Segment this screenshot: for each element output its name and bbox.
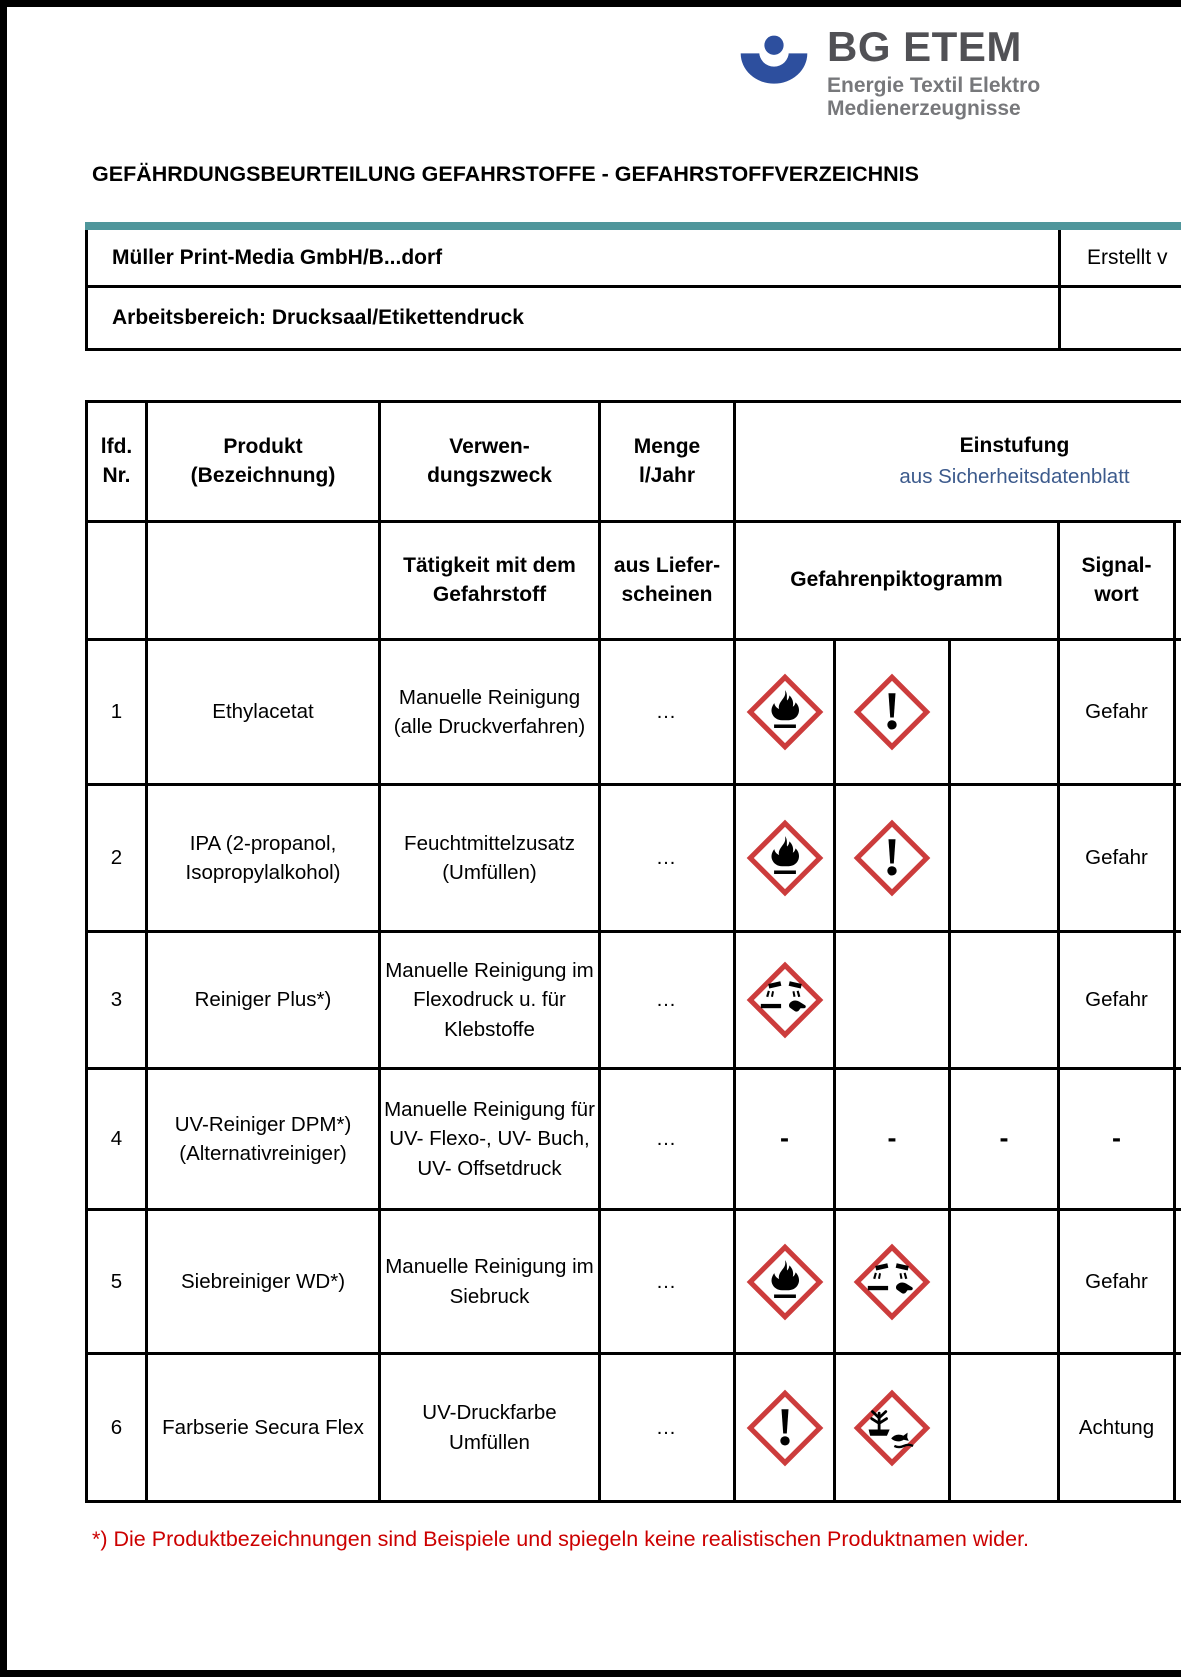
usage-purpose: UV-Druckfarbe Umfüllen [380, 1354, 600, 1502]
col-header-quantity: Menge l/Jahr [600, 402, 735, 522]
header-row-2 [87, 522, 1181, 640]
row-number: 3 [87, 932, 147, 1069]
annual-quantity: … [600, 1069, 735, 1210]
signal-word: Gefahr [1059, 1210, 1175, 1354]
annual-quantity: … [600, 785, 735, 932]
page-border-left [0, 0, 7, 1677]
pictogram-cell [950, 640, 1059, 785]
pictogram-cell [735, 785, 835, 932]
ghs-corrosion-icon [746, 961, 824, 1039]
pictogram-cell [835, 1354, 950, 1502]
row-number: 1 [87, 640, 147, 785]
substance-row [87, 1069, 1181, 1210]
pictogram-cell [950, 1354, 1059, 1502]
pictogram-cell [950, 1210, 1059, 1354]
pictogram-cell [835, 1069, 950, 1210]
ghs-flame-icon [746, 819, 824, 897]
row-number: 6 [87, 1354, 147, 1502]
pictogram-cell [950, 785, 1059, 932]
ghs-exclamation-icon [853, 819, 931, 897]
pictogram-cell [735, 1210, 835, 1354]
annual-quantity: … [600, 1210, 735, 1354]
pictogram-cell [835, 640, 950, 785]
col-header-pictogram: Gefahrenpiktogramm [735, 522, 1059, 640]
info-row-company [85, 230, 1181, 288]
header-row-1 [87, 402, 1181, 522]
page-border-bottom [0, 1670, 1181, 1677]
col-header-product: Produkt (Bezeichnung) [147, 402, 380, 522]
col-header-number: lfd. Nr. [87, 402, 147, 522]
cropped-column-cell [1175, 1210, 1181, 1354]
product-name: UV-Reiniger DPM*) (Alternativreiniger) [147, 1069, 380, 1210]
cropped-column-cell [1175, 1354, 1181, 1502]
col-header-usage: Verwen- dungszweck [380, 402, 600, 522]
cropped-column-cell [1175, 1069, 1181, 1210]
row-number: 4 [87, 1069, 147, 1210]
usage-purpose: Manuelle Reinigung (alle Druckverfahren) [380, 640, 600, 785]
pictogram-cell [735, 640, 835, 785]
substance-row [87, 932, 1181, 1069]
pictogram-cell [835, 932, 950, 1069]
ghs-flame-icon [746, 1243, 824, 1321]
logo [737, 23, 1041, 121]
substance-row [87, 1210, 1181, 1354]
classification-subtitle: aus Sicherheitsdatenblatt [899, 464, 1130, 488]
hazard-substance-table [85, 400, 1181, 1503]
no-pictogram-dash: - [887, 1123, 897, 1153]
product-name: Ethylacetat [147, 640, 380, 785]
col-header-signalword: Signal-wort [1059, 522, 1175, 640]
no-pictogram-dash: - [999, 1123, 1009, 1153]
usage-purpose: Feuchtmittelzusatz (Umfüllen) [380, 785, 600, 932]
signal-word: Gefahr [1059, 640, 1175, 785]
ghs-exclamation-icon [853, 673, 931, 751]
row-number: 2 [87, 785, 147, 932]
pictogram-cell [735, 932, 835, 1069]
bg-etem-logo-icon [737, 26, 811, 94]
teal-divider [85, 222, 1181, 230]
ghs-flame-icon [746, 673, 824, 751]
cropped-column-cell [1175, 932, 1181, 1069]
cropped-column-cell [1175, 640, 1181, 785]
row-number: 5 [87, 1210, 147, 1354]
product-name: Reiniger Plus*) [147, 932, 380, 1069]
signal-word: Gefahr [1059, 785, 1175, 932]
substance-row [87, 785, 1181, 932]
annual-quantity: … [600, 932, 735, 1069]
pictogram-cell [950, 1069, 1059, 1210]
info-row-area [85, 288, 1181, 351]
col-header-classification [735, 402, 1181, 522]
page-border-top [0, 0, 1181, 7]
signal-word [1059, 1069, 1175, 1210]
info-empty-cell [1058, 288, 1181, 348]
subheader-cropped-empty [1175, 522, 1181, 640]
ghs-corrosion-icon [853, 1243, 931, 1321]
pictogram-cell [835, 1210, 950, 1354]
pictogram-cell [950, 932, 1059, 1069]
col-subheader-quantity: aus Liefer-scheinen [600, 522, 735, 640]
footnote: *) Die Produktbezeichnungen sind Beispiele und spiegeln keine realistischen Produktnamen wider. [92, 1527, 1030, 1551]
annual-quantity: … [600, 640, 735, 785]
annual-quantity: … [600, 1354, 735, 1502]
cropped-column-cell [1175, 785, 1181, 932]
classification-title: Einstufung [959, 434, 1070, 458]
company-name: Müller Print-Media GmbH/B...dorf [112, 245, 443, 269]
pictogram-cell [735, 1354, 835, 1502]
signal-word: Gefahr [1059, 932, 1175, 1069]
product-name: Farbserie Secura Flex [147, 1354, 380, 1502]
substance-row [87, 640, 1181, 785]
ghs-environment-icon [853, 1389, 931, 1467]
ghs-exclamation-icon [746, 1389, 824, 1467]
usage-purpose: Manuelle Reinigung im Flexodruck u. für Klebstoffe [380, 932, 600, 1069]
work-area: Arbeitsbereich: Drucksaal/Etikettendruck [112, 306, 524, 329]
page-title: GEFÄHRDUNGSBEURTEILUNG GEFAHRSTOFFE - GEFAHRSTOFFVERZEICHNIS [92, 162, 919, 186]
created-by-label: Erstellt v [1058, 230, 1181, 285]
product-name: IPA (2-propanol, Isopropylalkohol) [147, 785, 380, 932]
logo-subtitle-2: Medienerzeugnisse [827, 97, 1021, 121]
col-subheader-activity: Tätigkeit mit dem Gefahrstoff [380, 522, 600, 640]
no-pictogram-dash: - [780, 1123, 789, 1153]
usage-purpose: Manuelle Reinigung im Siebruck [380, 1210, 600, 1354]
product-name: Siebreiniger WD*) [147, 1210, 380, 1354]
logo-org-name: BG ETEM [827, 23, 1022, 70]
no-signal-dash: - [1112, 1123, 1121, 1153]
usage-purpose: Manuelle Reinigung für UV- Flexo-, UV- Buch, UV- Offsetdruck [380, 1069, 600, 1210]
logo-text [827, 23, 1041, 121]
logo-subtitle-1: Energie Textil Elektro [827, 74, 1041, 97]
subheader-number-empty [87, 522, 147, 640]
subheader-product-empty [147, 522, 380, 640]
substance-row [87, 1354, 1181, 1502]
pictogram-cell [735, 1069, 835, 1210]
info-table [85, 222, 1181, 351]
pictogram-cell [835, 785, 950, 932]
signal-word: Achtung [1059, 1354, 1175, 1502]
